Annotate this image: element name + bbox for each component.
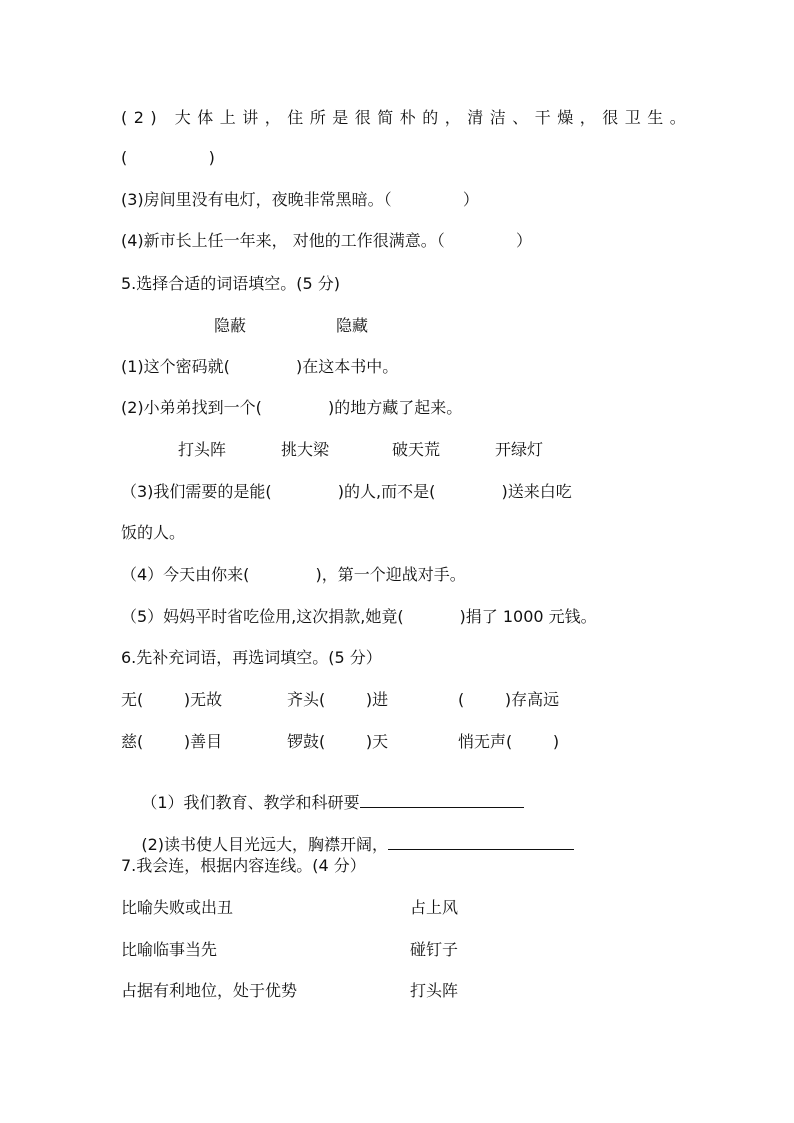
q4-item-2-answer-paren: ( ) (121, 148, 215, 167)
q5-word-option: 隐藏 (336, 316, 369, 335)
q5-item-3-continued: 饭的人。 (121, 523, 186, 542)
q7-left-item: 比喻临事当先 (121, 940, 218, 959)
q6-idiom-blank: 慈( )善目 (121, 732, 223, 751)
q5-word-option: 破天荒 (392, 440, 441, 459)
answer-line (360, 793, 524, 808)
q5-item-4: （4）今天由你来( )，第一个迎战对手。 (121, 565, 466, 584)
q5-item-1: (1)这个密码就( )在这本书中。 (121, 357, 399, 376)
q5-item-3: （3)我们需要的是能( )的人,而不是( )送来白吃 (121, 482, 572, 501)
q5-item-2: (2)小弟弟找到一个( )的地方藏了起来。 (121, 398, 463, 417)
q5-word-option: 隐蔽 (214, 316, 247, 335)
q5-word-option: 开绿灯 (495, 440, 544, 459)
q4-item-2: (2) 大体上讲，住所是很简朴的，清洁、干燥，很卫生。 (121, 108, 693, 127)
q7-left-item: 比喻失败或出丑 (121, 898, 234, 917)
q7-right-item: 打头阵 (410, 981, 459, 1000)
q7-right-item: 碰钉子 (410, 940, 459, 959)
q6-idiom-blank: 悄无声( ) (458, 732, 560, 751)
q6-idiom-blank: 无( )无故 (121, 690, 223, 709)
q5-word-option: 挑大梁 (281, 440, 330, 459)
q6-item-1-text: （1）我们教育、教学和科研要 (141, 793, 360, 812)
q5-item-5: （5）妈妈平时省吃俭用,这次捐款,她竟( )捐了 1000 元钱。 (121, 607, 597, 626)
q6-idiom-blank: 锣鼓( )天 (287, 732, 389, 751)
q4-item-3: (3)房间里没有电灯，夜晚非常黑暗。（ ） (121, 190, 479, 209)
q4-item-4: (4)新市长上任一年来， 对他的工作很满意。（ ） (121, 231, 532, 250)
q6-idiom-blank: 齐头( )进 (287, 690, 389, 709)
q7-title: 7.我会连，根据内容连线。(4 分） (121, 856, 366, 875)
q6-item-2-text: (2)读书使人目光远大，胸襟开阔， (141, 835, 389, 854)
q6-title: 6.先补充词语，再选词填空。(5 分） (121, 648, 382, 667)
q7-left-item: 占据有利地位，处于优势 (121, 981, 298, 1000)
q7-right-item: 占上风 (410, 898, 459, 917)
q6-idiom-blank: ( )存高远 (458, 690, 560, 709)
answer-line (388, 835, 574, 850)
q5-word-option: 打头阵 (178, 440, 227, 459)
q5-title: 5.选择合适的词语填空。(5 分) (121, 274, 341, 293)
